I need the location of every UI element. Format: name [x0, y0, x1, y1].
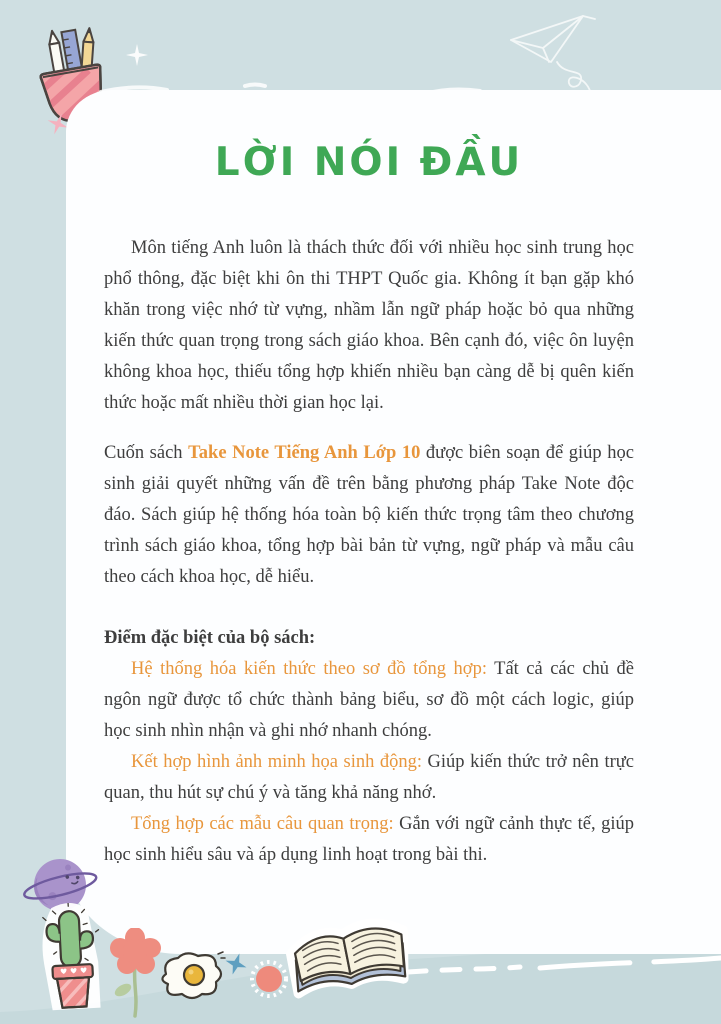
text-segment: Môn tiếng Anh luôn là thách thức đối với nhiều học sinh trung học phổ thông, đặc biệt khi ôn thi THPT Quốc gia. Không ít bạn gặp khó khăn trong việc nhớ từ vựng, nhầm lẫn ngữ pháp hoặc bỏ qua những kiến thức quan trọng trong sách giáo khoa. Bên cạnh đó, việc ôn luyện không khoa học, thiếu tổng hợp khiến nhiều bạn càng dễ bị quên kiến thức hoặc mất nhiều thời gian học lại. — [104, 238, 634, 413]
fried-egg-icon — [152, 948, 230, 1008]
cactus-icon — [36, 903, 112, 1015]
book-title-highlight: Take Note Tiếng Anh Lớp 10 — [188, 443, 421, 463]
book-intro-paragraph — [104, 438, 634, 593]
feature-lead-text: Tổng hợp các mẫu câu quan trọng: — [131, 814, 394, 834]
page-content — [104, 140, 634, 871]
feature-sentences — [104, 809, 634, 871]
text-segment: Tất cả các chủ đề ngôn ngữ được tổ chức thành bảng biểu, sơ đồ một cách logic, giúp học sinh nhìn nhận và ghi nhớ nhanh chóng. — [104, 659, 634, 741]
feature-illustrations — [104, 747, 634, 809]
intro-paragraph — [104, 233, 634, 419]
text-segment: Cuốn sách — [104, 443, 189, 463]
feature-lead-text: Hệ thống hóa kiến thức theo sơ đồ tổng hợp: — [131, 659, 487, 679]
blue-star-icon — [224, 952, 248, 976]
page-body — [104, 233, 634, 871]
paper-plane-icon — [503, 10, 623, 100]
sparkle-icon — [126, 44, 148, 66]
text-segment: Điểm đặc biệt của bộ sách: — [104, 628, 316, 648]
page-title: LỜI NÓI ĐẦU — [214, 140, 524, 185]
open-book-icon — [283, 912, 418, 1017]
features-subheading — [104, 623, 634, 654]
text-segment: được biên soạn để giúp học sinh giải quyết những vấn đề trên bằng phương pháp Take Note độc đáo. Sách giúp hệ thống hóa toàn bộ kiến thức trọng tâm theo chương trình sách giáo khoa, tổng hợp bài bản từ vựng, ngữ pháp và mẫu câu theo cách khoa học, dễ hiểu. — [104, 443, 634, 587]
text-segment: Giúp kiến thức trở nên trực quan, thu hút sự chú ý và tăng khả năng nhớ. — [104, 752, 634, 803]
feature-diagrams — [104, 654, 634, 747]
feature-lead-text: Kết hợp hình ảnh minh họa sinh động: — [131, 752, 423, 772]
text-segment: Gắn với ngữ cảnh thực tế, giúp học sinh hiểu sâu và áp dụng linh hoạt trong bài thi. — [104, 814, 634, 865]
